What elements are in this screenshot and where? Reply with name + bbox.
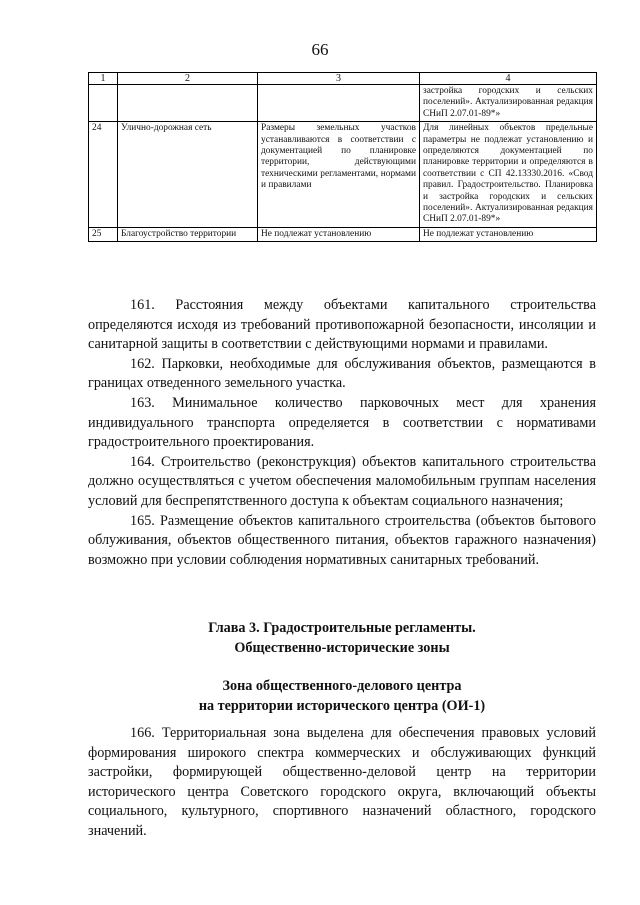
table-row	[89, 227, 597, 241]
row-params: Не подлежат установлению	[258, 227, 420, 241]
table-row	[89, 122, 597, 228]
paragraph-165: 165. Размещение объектов капитального строительства (объектов бытового облуживания, объектов общественного питания, объектов гаражного назначения) возможно при условии соблюдения нормативных санитарных требований.	[88, 512, 596, 568]
row-number: 24	[89, 122, 118, 228]
table-header-cell: 3	[258, 73, 420, 85]
paragraph-163: 163. Минимальное количество парковочных мест для хранения индивидуального транспорта определяется в соответствии с нормативами градостроительного проектирования.	[88, 394, 596, 451]
zone-heading	[88, 676, 596, 716]
chapter-heading	[88, 618, 596, 658]
zone-paragraphs	[88, 724, 596, 842]
table-row	[89, 85, 597, 122]
paragraph-164: 164. Строительство (реконструкция) объектов капитального строительства должно осуществляться с учетом обеспечения маломобильным группам населения условий для беспрепятственного доступа к объектам социального назначения;	[88, 453, 596, 509]
paragraph-161: 161. Расстояния между объектами капитального строительства определяются исходя из требований противопожарной безопасности, инсоляции и санитарной защиты в соответствии с действующими нормами и правилами.	[88, 297, 596, 353]
paragraph-162: 162. Парковки, необходимые для обслуживания объектов, размещаются в границах отведенного земельного участка.	[88, 355, 596, 392]
regulation-paragraphs	[88, 296, 596, 570]
row-note: Для линейных объектов предельные параметры не подлежат установлению и определяются документацией по планировке территории и определяются в соответствии с СП 42.13330.2016. «Свод правил. Градостроительство. Планировка и застройка городских и сельских поселений». Актуализированная редакция СНиП 2.07.01-89*»	[420, 122, 597, 228]
table-header-cell: 1	[89, 73, 118, 85]
table-header-cell: 4	[420, 73, 597, 85]
row-name: Благоустройство территории	[118, 227, 258, 241]
row-params: Размеры земельных участков устанавливаются в соответствии с документацией по планировке территории, действующими техническими регламентами, нормами и правилами	[258, 122, 420, 228]
row-name: Улично-дорожная сеть	[118, 122, 258, 228]
table-header-row	[89, 73, 597, 85]
row-note: застройка городских и сельских поселений». Актуализированная редакция СНиП 2.07.01-89*»	[420, 85, 597, 122]
table-header-cell: 2	[118, 73, 258, 85]
row-note: Не подлежат установлению	[420, 227, 597, 241]
row-number: 25	[89, 227, 118, 241]
regulations-table	[88, 72, 597, 242]
paragraph-166: 166. Территориальная зона выделена для обеспечения правовых условий формирования широкого спектра коммерческих и обслуживающих функций застройки, формирующей общественно-деловой центр на территории исторического центра Советского городского округа, включающий объекты социального, культурного, спортивного назначений областного, городского значений.	[88, 725, 596, 839]
chapter-subtitle: Общественно-исторические зоны	[234, 640, 450, 656]
row-number	[89, 85, 118, 122]
zone-title: Зона общественного-делового центра	[222, 678, 462, 694]
page-number: 66	[311, 40, 329, 59]
zone-subtitle: на территории исторического центра (ОИ-1)	[198, 698, 486, 714]
row-params	[258, 85, 420, 122]
row-name	[118, 85, 258, 122]
chapter-title: Глава 3. Градостроительные регламенты.	[208, 620, 476, 636]
